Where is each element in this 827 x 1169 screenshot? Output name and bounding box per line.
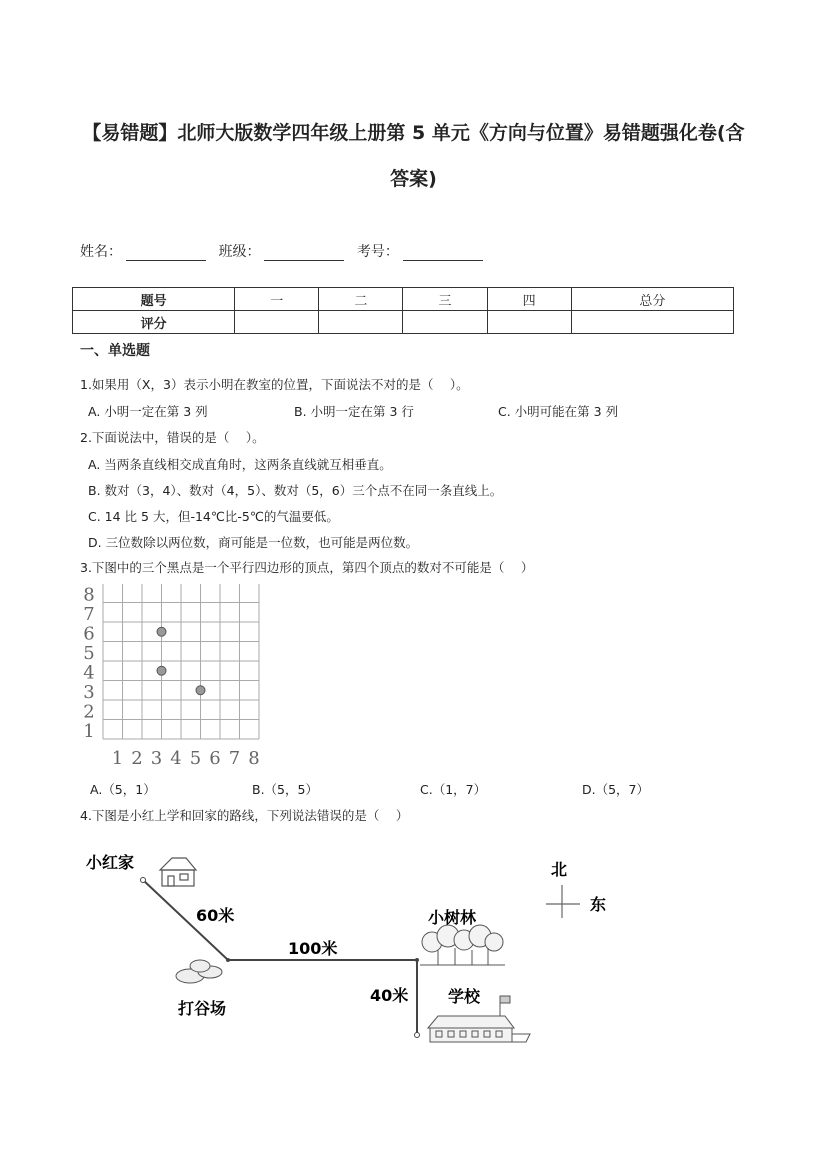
score-header-cell: 三 — [403, 288, 487, 311]
grid-x-label: 3 — [150, 748, 163, 769]
student-info — [80, 241, 491, 261]
score-header-cell: 总分 — [571, 288, 733, 311]
grid-labels — [83, 585, 259, 770]
grid-y-label: 8 — [83, 584, 95, 606]
grove-icon — [420, 925, 505, 965]
grid-y-label: 1 — [83, 721, 95, 742]
score-cell[interactable] — [571, 311, 733, 334]
score-table-row — [73, 311, 734, 334]
grid-x-label: 6 — [209, 748, 221, 769]
school-label: 学校 — [448, 987, 481, 1006]
score-cell[interactable] — [319, 311, 403, 334]
grid-x-label: 4 — [170, 748, 182, 769]
q1-option-a: A. 小明一定在第 3 列 — [88, 404, 208, 419]
grounds-point — [226, 958, 230, 962]
threshing-ground-label: 打谷场 — [178, 999, 227, 1018]
exam-no-label: 考号： — [356, 244, 399, 260]
route-map-figure — [0, 830, 827, 1060]
q3-option-d: D.（5，7） — [582, 782, 650, 797]
q3-option-c: C.（1，7） — [420, 782, 487, 797]
score-header-cell: 二 — [319, 288, 403, 311]
q1-option-b: B. 小明一定在第 3 行 — [294, 404, 414, 419]
page-title — [40, 110, 787, 202]
grid-y-label: 3 — [83, 682, 95, 703]
threshing-ground-icon — [176, 960, 222, 983]
q3-option-b: B.（5，5） — [252, 782, 318, 797]
name-label: 姓名： — [80, 244, 122, 260]
grid-lines — [103, 584, 259, 739]
score-table-header-row — [73, 288, 734, 311]
score-table — [72, 287, 734, 334]
grid-point — [157, 627, 166, 636]
grid-y-label: 6 — [83, 623, 95, 645]
score-header-cell: 四 — [487, 288, 571, 311]
section-heading: 一、单选题 — [80, 343, 150, 359]
distance-100-label: 100米 — [288, 939, 338, 958]
home-point — [141, 878, 146, 883]
compass-icon — [546, 885, 580, 918]
exam-no-blank[interactable] — [403, 246, 483, 261]
class-label: 班级： — [218, 244, 261, 260]
grid-x-label: 7 — [228, 748, 241, 769]
north-label: 北 — [551, 860, 568, 879]
grid-x-label: 1 — [111, 748, 124, 769]
grid-point — [196, 686, 205, 695]
grid-x-label: 2 — [131, 748, 143, 769]
score-header-cell: 题号 — [73, 288, 235, 311]
east-label: 东 — [590, 895, 607, 914]
house-icon — [160, 858, 196, 886]
school-point — [415, 1033, 420, 1038]
distance-60-label: 60米 — [196, 906, 235, 925]
question-3-stem: 3.下图中的三个黑点是一个平行四边形的顶点，第四个顶点的数对不可能是（ ） — [80, 560, 534, 575]
q2-option-d: D. 三位数除以两位数，商可能是一位数，也可能是两位数。 — [88, 535, 419, 550]
corner-point — [415, 958, 419, 962]
grid-y-label: 2 — [83, 701, 95, 723]
grove-label: 小树林 — [428, 908, 477, 927]
question-2-stem: 2.下面说法中，错误的是（ ）。 — [80, 430, 265, 445]
question-1-stem: 1.如果用（X，3）表示小明在教室的位置，下面说法不对的是（ ）。 — [80, 377, 469, 392]
score-cell[interactable] — [403, 311, 487, 334]
grid-x-label: 5 — [189, 748, 202, 769]
question-4-stem: 4.下图是小红上学和回家的路线，下列说法错误的是（ ） — [80, 808, 409, 823]
grid-x-label: 8 — [248, 748, 260, 769]
grid-y-label: 4 — [83, 662, 95, 684]
q2-option-b: B. 数对（3，4）、数对（4，5）、数对（5，6）三个点不在同一条直线上。 — [88, 483, 503, 498]
q1-option-c: C. 小明可能在第 3 列 — [498, 404, 619, 419]
score-cell[interactable] — [487, 311, 571, 334]
q2-option-c: C. 14 比 5 大，但-14℃比-5℃的气温要低。 — [88, 509, 339, 524]
title-line-2: 答案) — [390, 168, 437, 190]
class-blank[interactable] — [264, 246, 344, 261]
score-row-label: 评分 — [73, 311, 235, 334]
q3-option-a: A.（5，1） — [90, 782, 156, 797]
score-cell[interactable] — [235, 311, 319, 334]
score-header-cell: 一 — [235, 288, 319, 311]
grid-point — [157, 666, 166, 675]
grid-y-label: 5 — [83, 643, 95, 664]
home-label: 小红家 — [86, 853, 135, 872]
name-blank[interactable] — [126, 246, 206, 261]
distance-40-label: 40米 — [370, 986, 409, 1005]
grid-y-label: 7 — [83, 604, 95, 625]
q2-option-a: A. 当两条直线相交成直角时，这两条直线就互相垂直。 — [88, 457, 392, 472]
coordinate-grid-figure — [76, 584, 276, 772]
title-line-1: 【易错题】北师大版数学四年级上册第 5 单元《方向与位置》易错题强化卷(含 — [82, 122, 745, 144]
